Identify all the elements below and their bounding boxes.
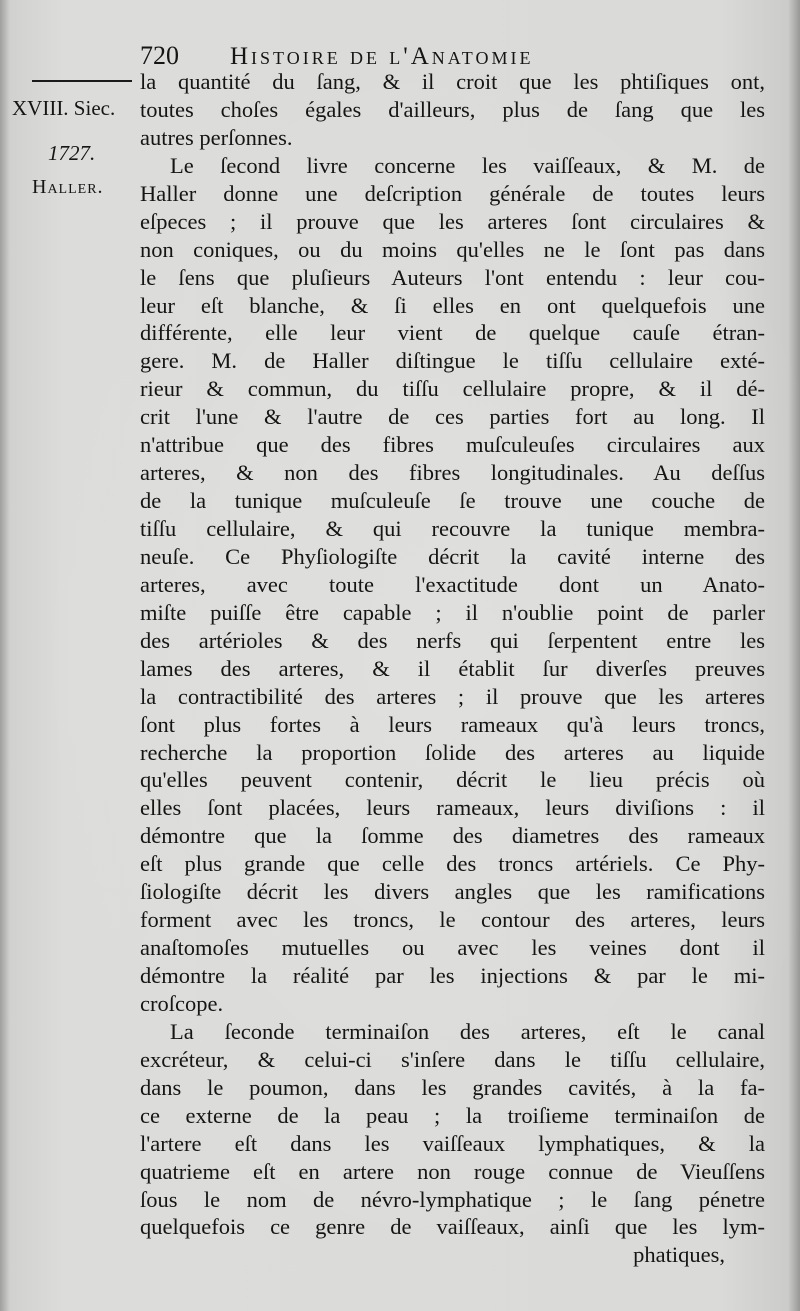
margin-note-author: Haller. xyxy=(32,176,104,198)
text-line: non coniques, ou du moins qu'elles ne le ſont pas dans xyxy=(140,236,765,262)
text-line: eſt plus grande que celle des troncs artériels. Ce Phy- xyxy=(140,851,765,877)
text-line: phatiques, xyxy=(633,1242,725,1268)
text-line: Le ſecond livre concerne les vaiſſeaux, & M. de xyxy=(170,152,765,178)
text-line: crit l'une & l'autre de ces parties fort au long. Il xyxy=(140,404,765,430)
text-line: arteres, avec toute l'exactitude dont un Anato- xyxy=(140,571,765,597)
text-line: croſcope. xyxy=(140,990,224,1016)
text-line: autres perſonnes. xyxy=(140,124,293,150)
running-title: Histoire de l'Anatomie xyxy=(230,43,534,70)
text-line: Haller donne une deſcription générale de toutes leurs xyxy=(140,180,765,206)
text-line: démontre la réalité par les injections & par le mi- xyxy=(140,963,765,988)
text-line: des artérioles & des nerfs qui ſerpentent entre les xyxy=(140,627,765,653)
text-line: anaſtomoſes mutuelles ou avec les veines dont il xyxy=(140,935,765,961)
text-line: la contractibilité des arteres ; il prouve que les arteres xyxy=(140,683,765,709)
text-line: le ſens que pluſieurs Auteurs l'ont entendu : leur cou- xyxy=(140,264,765,290)
margin-rule xyxy=(32,80,132,82)
text-line: leur eſt blanche, & ſi elles en ont quelquefois une xyxy=(140,292,765,318)
text-line: rieur & commun, du tiſſu cellulaire propre, & il dé- xyxy=(140,376,765,402)
page-number: 720 xyxy=(140,41,179,70)
margin-note-year: 1727. xyxy=(48,141,96,165)
text-line: excréteur, & celui-ci s'inſere dans le tiſſu cellulaire, xyxy=(140,1046,765,1072)
text-line: tiſſu cellulaire, & qui recouvre la tunique membra- xyxy=(140,516,765,541)
text-line: toutes choſes égales d'ailleurs, plus de ſang que les xyxy=(140,96,765,122)
text-line: l'artere eſt dans les vaiſſeaux lymphatiques, & la xyxy=(140,1130,765,1156)
margin-note-century: XVIII. Siec. xyxy=(12,96,116,120)
text-line: neuſe. Ce Phyſiologiſte décrit la cavité interne des xyxy=(140,543,765,569)
text-line: différente, elle leur vient de quelque cauſe étran- xyxy=(140,320,765,346)
text-line: la quantité du ſang, & il croit que les phtiſiques ont, xyxy=(140,69,765,94)
page-gutter-shadow xyxy=(0,0,10,1311)
text-line: ſiologiſte décrit les divers angles que les ramifications xyxy=(140,879,765,905)
text-line: de la tunique muſculeuſe ſe trouve une couche de xyxy=(140,488,765,514)
body-text xyxy=(140,68,765,1269)
text-line: gere. M. de Haller diſtingue le tiſſu cellulaire exté- xyxy=(140,348,765,374)
text-line: recherche la proportion ſolide des arteres au liquide xyxy=(140,739,765,765)
text-line: miſte puiſſe être capable ; il n'oublie point de parler xyxy=(140,599,765,625)
text-line: quelquefois ce genre de vaiſſeaux, ainſi que les lym- xyxy=(140,1214,765,1240)
text-line: ſous le nom de névro-lymphatique ; le ſang pénetre xyxy=(140,1186,765,1212)
text-line: quatrieme eſt en artere non rouge connue de Vieuſſens xyxy=(140,1158,765,1184)
text-line: La ſeconde terminaiſon des arteres, eſt le canal xyxy=(170,1018,765,1044)
text-line: arteres, & non des fibres longitudinales. Au deſſus xyxy=(140,460,765,486)
text-line: démontre que la ſomme des diametres des rameaux xyxy=(140,823,765,849)
page-edge-shadow xyxy=(788,0,800,1311)
text-line: ſont plus fortes à leurs rameaux qu'à leurs troncs, xyxy=(140,711,765,737)
text-line: dans le poumon, dans les grandes cavités, à la fa- xyxy=(140,1074,765,1100)
text-line: ce externe de la peau ; la troiſieme terminaiſon de xyxy=(140,1102,765,1128)
text-line: elles ſont placées, leurs rameaux, leurs diviſions : il xyxy=(140,795,765,821)
text-line: qu'elles peuvent contenir, décrit le lieu précis où xyxy=(140,767,765,793)
text-line: eſpeces ; il prouve que les arteres ſont circulaires & xyxy=(140,208,765,234)
text-line: forment avec les troncs, le contour des arteres, leurs xyxy=(140,907,765,933)
text-line: n'attribue que des fibres muſculeuſes circulaires aux xyxy=(140,432,765,458)
text-line: lames des arteres, & il établit ſur diverſes preuves xyxy=(140,655,765,681)
